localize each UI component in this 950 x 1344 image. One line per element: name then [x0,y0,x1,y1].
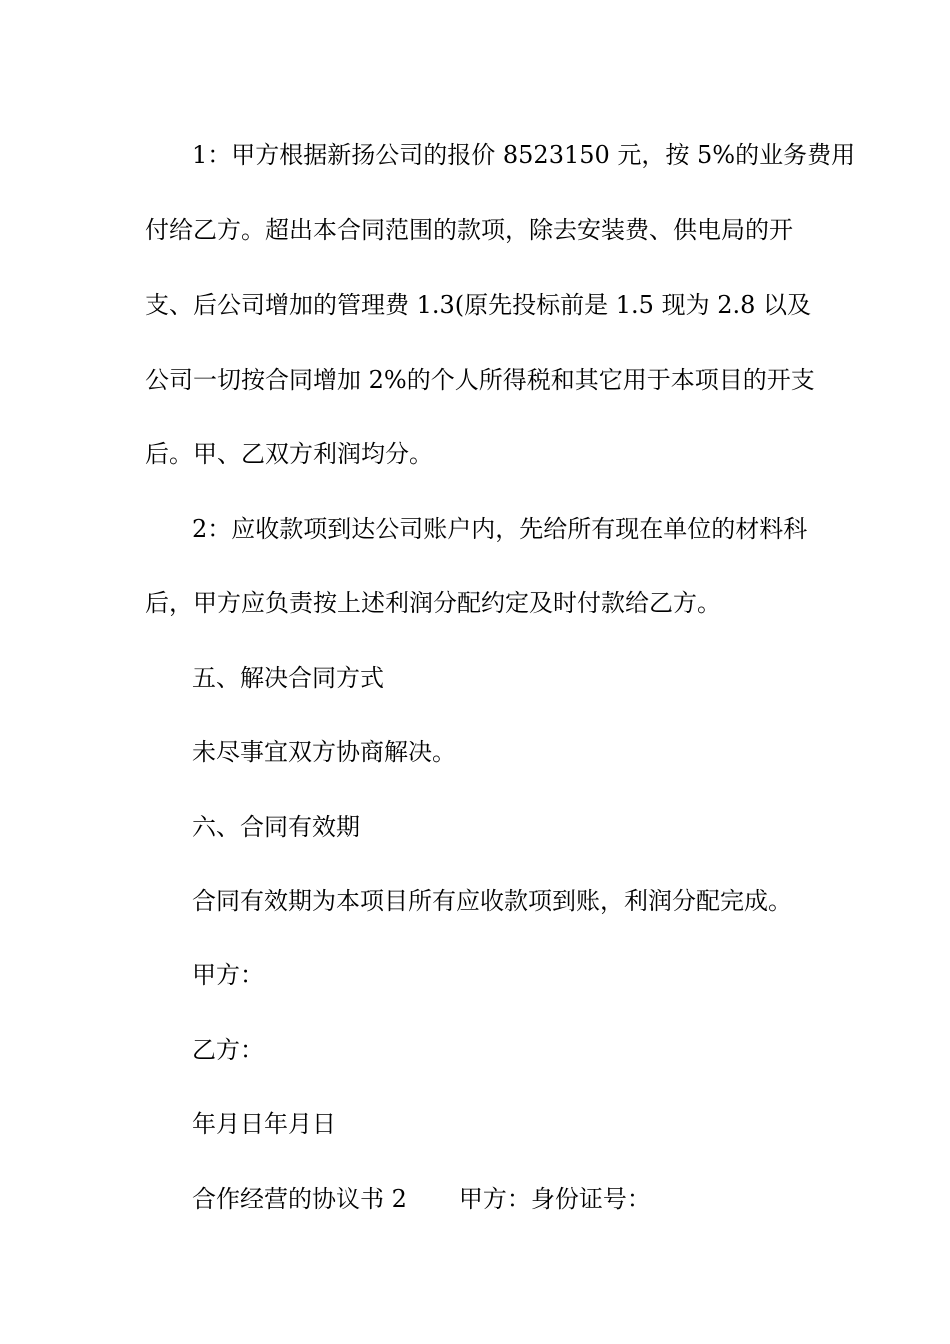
paragraph-1-line-4: 公司一切按合同增加 2%的个人所得税和其它用于本项目的开支 [145,366,815,394]
section-5-text: 未尽事宜双方协商解决。 [192,738,456,766]
signature-date-line: 年月日年月日 [192,1110,336,1138]
paragraph-1-line-3: 支、后公司增加的管理费 1.3(原先投标前是 1.5 现为 2.8 以及 [145,291,812,319]
next-document-title: 合作经营的协议书 2 [192,1185,407,1213]
party-a-signature-label: 甲方： [192,961,264,989]
paragraph-1-line-2: 付给乙方。超出本合同范围的款项，除去安装费、供电局的开 [145,216,793,244]
paragraph-1-line-1: 1：甲方根据新扬公司的报价 8523150 元，按 5%的业务费用 [192,141,856,169]
paragraph-2-line-2: 后，甲方应负责按上述利润分配约定及时付款给乙方。 [145,589,721,617]
section-6-heading: 六、合同有效期 [192,813,360,841]
paragraph-1-line-5: 后。甲、乙双方利润均分。 [145,440,433,468]
paragraph-2-line-1: 2：应收款项到达公司账户内，先给所有现在单位的材料科 [192,515,808,543]
next-party-a-id-label: 甲方：身份证号： [458,1185,651,1213]
section-6-text: 合同有效期为本项目所有应收款项到账，利润分配完成。 [192,887,792,915]
section-5-heading: 五、解决合同方式 [192,664,384,692]
party-b-signature-label: 乙方： [192,1036,264,1064]
next-document-line [192,1182,651,1216]
